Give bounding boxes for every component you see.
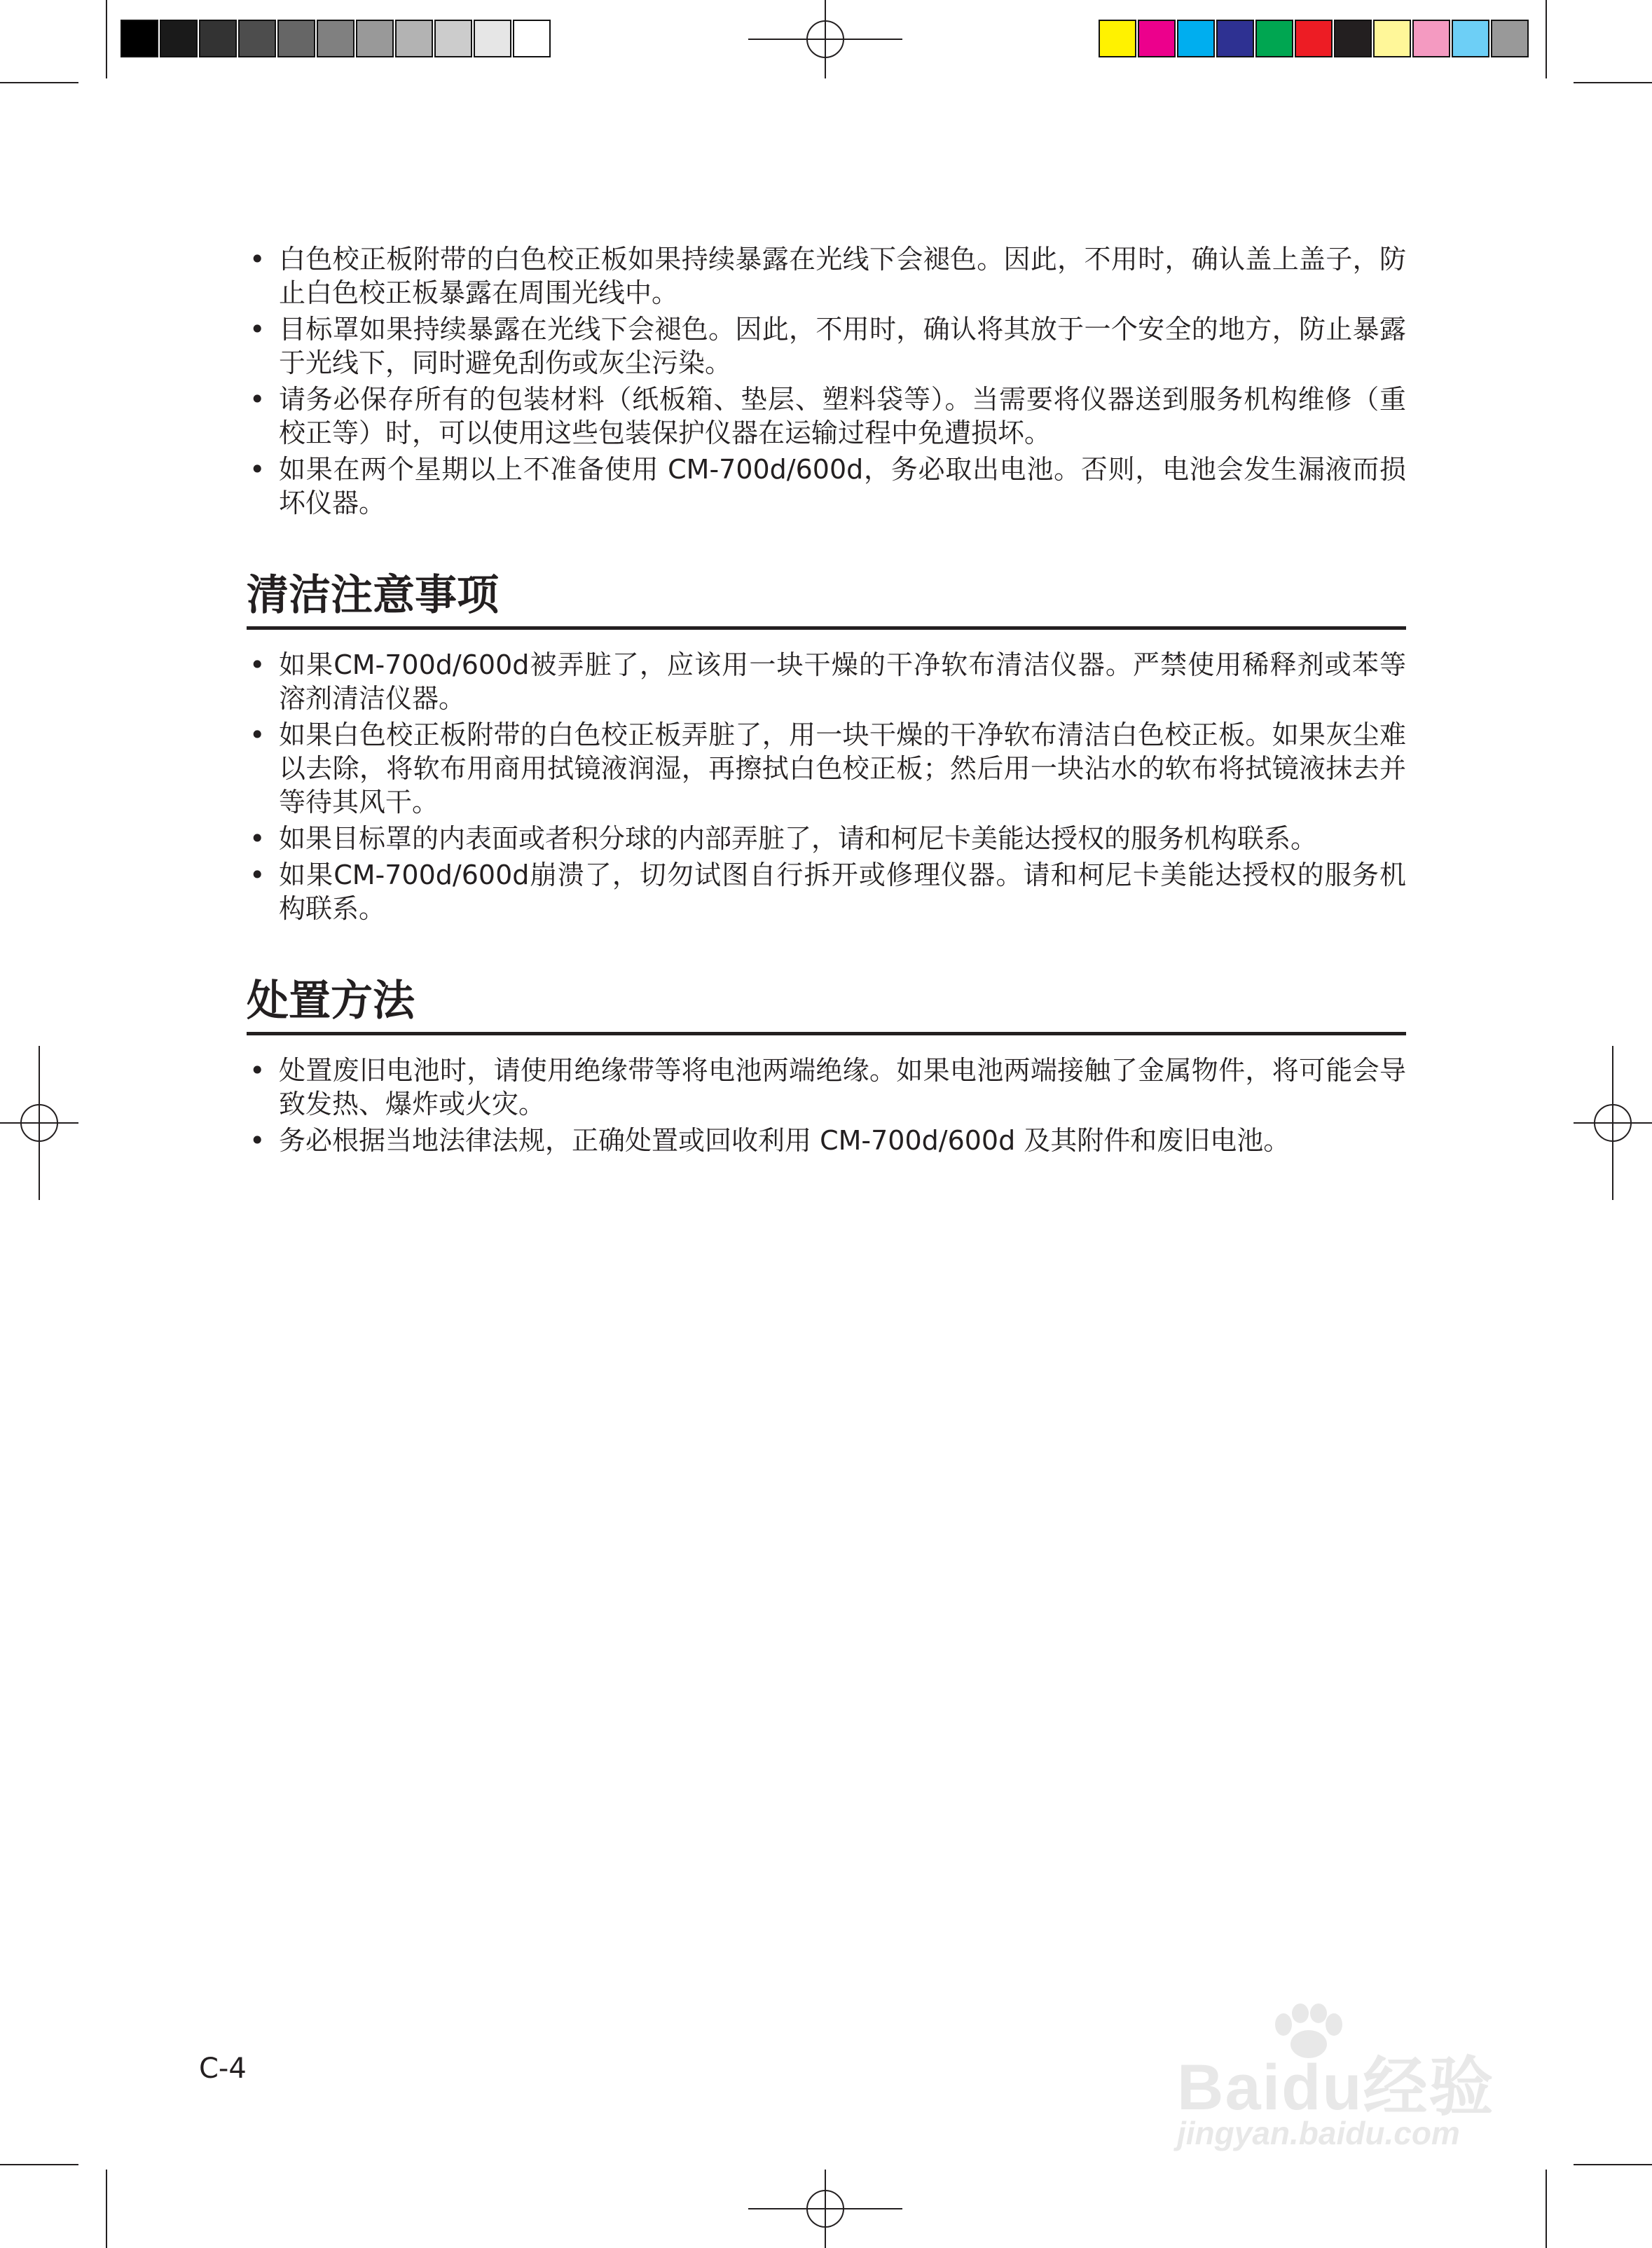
registration-mark-bottom xyxy=(748,2170,902,2248)
cleaning-section-title: 清洁注意事项 xyxy=(247,569,1406,630)
watermark-brand: Baidu经验 xyxy=(1177,2052,1495,2123)
list-item: • 如果CM-700d/600d被弄脏了，应该用一块干燥的干净软布清洁仪器。严禁使用稀释剂或苯等溶剂清洁仪器。 xyxy=(247,648,1406,715)
list-item: • 处置废旧电池时，请使用绝缘带等将电池两端绝缘。如果电池两端接触了金属物件，将可能会导致发热、爆炸或火灾。 xyxy=(247,1054,1406,1121)
list-item: • 如果目标罩的内表面或者积分球的内部弄脏了，请和柯尼卡美能达授权的服务机构联系。 xyxy=(247,822,1406,855)
registration-mark-right xyxy=(1574,1046,1652,1200)
disposal-section xyxy=(247,974,1406,1157)
disposal-list xyxy=(247,1054,1406,1157)
list-item: • 如果白色校正板附带的白色校正板弄脏了，用一块干燥的干净软布清洁白色校正板。如果灰尘难以去除，将软布用商用拭镜液润湿，再擦拭白色校正板；然后用一块沾水的软布将拭镜液抹去并等待其风干。 xyxy=(247,718,1406,819)
cleaning-list xyxy=(247,648,1406,925)
cleaning-section xyxy=(247,569,1406,925)
disposal-section-title: 处置方法 xyxy=(247,974,1406,1035)
list-item: • 务必根据当地法律法规，正确处置或回收利用 CM-700d/600d 及其附件和废旧电池。 xyxy=(247,1124,1406,1157)
list-item: • 目标罩如果持续暴露在光线下会褪色。因此，不用时，确认将其放于一个安全的地方，防止暴露于光线下，同时避免刮伤或灰尘污染。 xyxy=(247,312,1406,380)
list-item: • 如果CM-700d/600d崩溃了，切勿试图自行拆开或修理仪器。请和柯尼卡美能达授权的服务机构联系。 xyxy=(247,858,1406,925)
baidu-watermark xyxy=(1163,1997,1555,2158)
intro-precautions-list xyxy=(247,242,1406,520)
list-item: • 如果在两个星期以上不准备使用 CM-700d/600d，务必取出电池。否则，电池会发生漏液而损坏仪器。 xyxy=(247,453,1406,520)
registration-mark-left xyxy=(0,1046,78,1200)
document-body xyxy=(247,242,1406,1160)
registration-mark-top xyxy=(748,0,902,78)
page-number: C-4 xyxy=(199,2053,247,2085)
list-item: • 白色校正板附带的白色校正板如果持续暴露在光线下会褪色。因此，不用时，确认盖上盖子，防止白色校正板暴露在周围光线中。 xyxy=(247,242,1406,310)
watermark-url: jingyan.baidu.com xyxy=(1177,2115,1460,2151)
list-item: • 请务必保存所有的包装材料（纸板箱、垫层、塑料袋等）。当需要将仪器送到服务机构维修（重校正等）时，可以使用这些包装保护仪器在运输过程中免遭损坏。 xyxy=(247,382,1406,450)
